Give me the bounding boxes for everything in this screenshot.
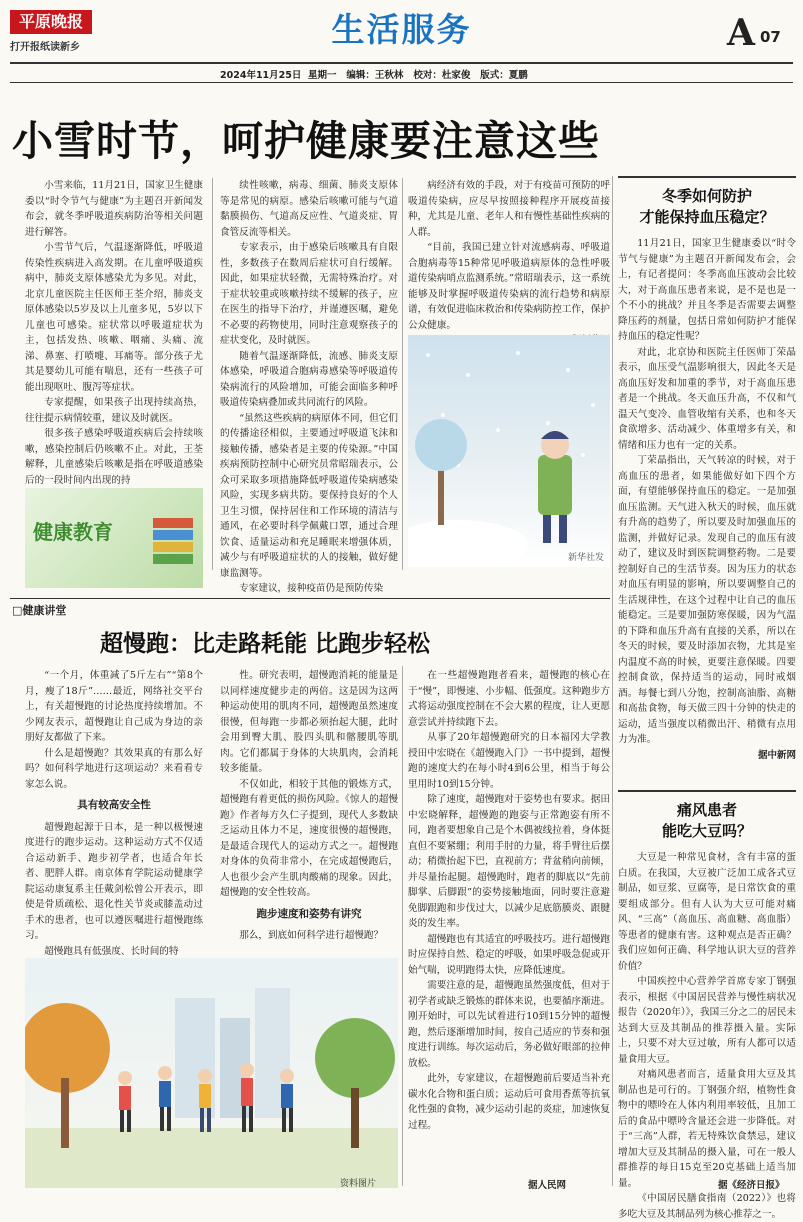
paragraph: 小雪节气后，气温逐渐降低，呼吸道传染性疾病进入高发期。在儿童呼吸道疾病中，肺炎支原体感染尤为多见。对此，北京儿童医院主任医师王荃介绍，肺炎支原体感染以5岁及以上儿童多见，5岁以下儿童也可感染。症状常以呼吸道症状为主，包括发热、咳嗽、咽痛、头痛、流涕、鼻塞、打喷嚏、耳痛等。部分孩子尤其是婴幼儿可能有喘息，还有一些孩子可能出现呕吐、腹泻等症状。 [25, 242, 203, 393]
paragraph: 不仅如此，相较于其他的锻炼方式，超慢跑有着更低的损伤风险。《惊人的超慢跑》作者每方久仁子提到，现代人多数缺乏运动且体力不足，速度很慢的超慢跑，是最适合现代人的运动方式之一。超慢跑对身体的负荷非常小，在完成超慢跑后，人也很少会产生肌肉酸痛的现象。因此，超慢跑的安全性较高。 [220, 778, 398, 898]
runners-svg [25, 958, 398, 1188]
books-graphic [153, 518, 193, 578]
paragraph: 病经济有效的手段，对于有疫苗可预防的呼吸道传染病，应尽早按照接种程序开展疫苗接种，尤其是儿童、老年人和有慢性基础性疾病的人群。 [408, 180, 610, 238]
paragraph: 11月21日，国家卫生健康委以“时令节气与健康”为主题召开新闻发布会，会上，有记者提问：冬季高血压波动会比较大，对于高血压患者来说，是不是也是一个不小的挑战？并且冬季是否需要去调整降压药的剂量，包括日常如何防护才能保持血压的稳定性呢？ [618, 238, 796, 342]
paragraph: 超慢跑具有低强度、长时间的特 [44, 945, 179, 957]
paragraph: 超慢跑也有其适宜的呼吸技巧。进行超慢跑时应保持自然、稳定的呼吸，如果呼吸急促或开始气喘，说明跑得太快，应降低速度。 [408, 933, 610, 976]
paragraph: 对此，北京协和医院主任医师丁荣晶表示，血压受气温影响很大，因此冬天是高血压好发和加重的季节，对于高血压患者是一个挑战。冬天血压升高，不仅和气温天气变冷、血管收缩有关系，也和冬天食欲增多、活动减少、体重增多有关，和情绪和压力也有一定的关系。 [618, 346, 796, 451]
paragraph: 中国疾控中心营养学首席专家丁钢强表示，根据《中国居民营养与慢性病状况报告（2020年）》，我国三分之二的居民未达到大豆及其制品的推荐摄入量。实际上，只要不对大豆过敏，所有人都可以适量食用大豆。 [618, 976, 796, 1065]
article1-column2 [220, 178, 398, 597]
sidebar2-source: 据《经济日报》 [718, 1180, 785, 1191]
paragraph: 丁荣晶指出，天气转凉的时候，对于高血压的患者，如果能做好如下四个方面，有望能够保持血压的稳定。一是加强血压监测。天气进入秋天的时候，血压就有升高的趋势了，所以要及时加强血压的监测，并做好记录。发现自己的血压有波动了，建议及时到医院调整药物。二是要控制好自己的生活节奏。因为压力的状态对血压有明显的影响，所以要调整自己的生活规律性，在这个过程中让自己的血压能稳定。三是要加强防寒保暖，因为气温的下降和血压升高有直接的关系，所以在冬天的时候，要及时添加衣物，尤其是室内温度不高的时候，更要注意保暖。四要控制食欲，保持适当的运动，同时戒烟酒。每餐七到八分饱，控制高油脂、高糖和高盐食物，每天做三四十分钟的快走的运动，适当强度以稍微出汗、稍微有点用力为准。 [618, 455, 796, 745]
paragraph: 大豆是一种常见食材，含有丰富的蛋白质。在我国，大豆被广泛加工成各式豆制品，如豆浆、豆腐等，是日常饮食的重要组成部分。但有人认为大豆可能对痛风、“三高”（高血压、高血糖、高血脂）等患者的健康有害。这种观点是否正确？我们应如何正确、科学地认识大豆的营养价值？ [618, 852, 796, 972]
subheading: 具有较高安全性 [77, 799, 151, 811]
article1-column1 [25, 178, 203, 488]
article1-headline: 小雪时节，呵护健康要注意这些 [12, 117, 600, 165]
section-rule [10, 598, 610, 599]
sidebar-top-rule [618, 176, 796, 178]
paragraph: 那么，到底如何科学进行超慢跑？ [239, 930, 384, 941]
running-illustration [25, 958, 398, 1188]
source-line [618, 748, 796, 764]
slogan: 打开报纸读新乡 [10, 42, 80, 53]
sidebar2-body [618, 850, 796, 1222]
paragraph: 专家提醒，如果孩子出现持续高热，往往提示病情较重，建议及时就医。 [25, 397, 203, 424]
health-education-text: 健康教育 [33, 520, 113, 544]
column-divider [212, 178, 213, 570]
paragraph: “虽然这些疾病的病原体不同，但它们的传播途径相似，主要通过呼吸道飞沫和接触传播，感染者是主要的传染源。”中国疾病预防控制中心研究员常昭瑞表示，公众可采取多项措施降低呼吸道传染病感染风险，实现多病共防。要保持良好的个人卫生习惯，保持居住和工作环境的清洁与通风，在必要时科学佩戴口罩，通过合理饮食、适量运动和充足睡眠来增强体质，减少与有呼吸道症状的人的接触，做好健康监测等。 [220, 412, 398, 579]
paragraph: 随着气温逐渐降低，流感、肺炎支原体感染，呼吸道合胞病毒感染等呼吸道传染病流行的风险增加，可能会面临多种呼吸道传染病叠加或共同流行的风险。 [220, 350, 398, 408]
paragraph: 很多孩子感染呼吸道疾病后会持续咳嗽，感染控制后仍咳嗽不止。对此，王荃解释，儿童感染后咳嗽是指在呼吸道感染后的一段时间内出现的持 [25, 428, 203, 486]
paragraph: 从事了20年超慢跑研究的日本福冈大学教授田中宏晓在《超慢跑入门》一书中提到，超慢跑的速度大约在每小时4到6公里，相当于每公里用时10到15分钟。 [408, 732, 610, 790]
paragraph: 《中国居民膳食指南（2022）》也将多吃大豆及其制品列为核心推荐之一。 [618, 1193, 796, 1220]
section-title: 生活服务 [331, 10, 472, 49]
paragraph: 超慢跑起源于日本，是一种以极慢速度进行的跑步运动。这种运动方式不仅适合运动新手、跑步初学者，也适合年长者、肥胖人群。南京体育学院运动健康学院运动康复系主任戴剑松曾公开表示，即使是骨质疏松、退化性关节炎或膝盖动过手术的患者，也可以遵医嘱进行超慢跑练习。 [25, 821, 203, 941]
paragraph: 性。研究表明，超慢跑消耗的能量是以同样速度健步走的两倍。这是因为这两种运动使用的肌肉不同，超慢跑虽然速度很慢，但每跑一步都必须抬起大腿，此时会用到臀大肌、股四头肌和髂腰肌等肌肉。它们都属于身体的大块肌肉，会消耗较多能量。 [220, 670, 398, 774]
snow-illustration [408, 335, 610, 567]
image-credit: 新华社发 [567, 553, 604, 563]
sidebar1-title-line1: 冬季如何防护 [661, 187, 752, 205]
paragraph: 此外，专家建议，在超慢跑前后要适当补充碳水化合物和蛋白质；运动后可食用香蕉等抗氧化性强的食物，减少运动引起的炎症，加速恢复过程。 [408, 1073, 610, 1131]
article2-image-caption: 资料图片 [340, 1179, 377, 1189]
page-letter: A [727, 12, 755, 54]
newspaper-logo [10, 10, 92, 34]
column-divider [402, 178, 403, 570]
paragraph: 小雪来临，11月21日，国家卫生健康委以“时令节气与健康”为主题召开新闻发布会，就冬季呼吸道疾病防治等相关问题进行解答。 [25, 180, 203, 238]
sidebar2-top-rule [618, 790, 796, 792]
source: 据中新网 [757, 749, 796, 761]
column-divider [402, 666, 403, 1186]
article2-source: 据人民网 [528, 1180, 567, 1191]
article2-column1 [25, 668, 203, 959]
paragraph: “一个月，体重减了5斤左右”“第8个月，瘦了18斤”……最近，网络社交平台上，有关超慢跑的讨论热度持续增加。不少网友表示，超慢跑让自己成为身边的亲朋好友都做了下来。 [25, 670, 203, 743]
paragraph: 需要注意的是，超慢跑虽然强度低，但对于初学者或缺乏锻炼的群体来说，也要循序渐进。刚开始时，可以先试着进行10到15分钟的超慢跑，然后逐渐增加时间，按自己适应的节奏和强度进行训练。每次运动后，务必做好眼部的拉伸放松。 [408, 980, 610, 1069]
paragraph: 续性咳嗽，病毒、细菌、肺炎支原体等是常见的病原。感染后咳嗽可能与气道黏膜损伤、气道高反应性、气道炎症、胃食管反流等相关。 [220, 180, 398, 238]
dateline-rule [10, 82, 793, 83]
sidebar2-title-line1: 痛风患者 [676, 801, 737, 819]
paragraph: 除了速度，超慢跑对于姿势也有要求。据田中宏晓解释，超慢跑的跑姿与正常跑姿有所不同，跑者要想象自己是个木偶被线拉着，身体挺直但不要紧绷；利用手肘的力量，将手臂往后摆动；稍微抬起下巴，直视前方；背盆稍向前倾，并尽量抬起腿。超慢跑时，跑者的脚底以“先前脚掌、后脚跟”的姿势接触地面，同时要注意避免脚跟跑和步伐过大，以减少足底筋膜炎、跟腱炎的发生率。 [408, 794, 610, 929]
column-label: □健康讲堂 [12, 604, 67, 617]
sidebar2-title-line2: 能吃大豆吗？ [661, 822, 752, 840]
subheading: 跑步速度和姿势有讲究 [256, 907, 362, 920]
paragraph: 对痛风患者而言，适量食用大豆及其制品也是可行的。丁钢强介绍，植物性食物中的嘌呤在人体内利用率较低，且加工后的食品中嘌呤含量还会进一步降低。对于“三高”人群，若无特殊饮食禁忌，建议增加大豆及其制品的摄入量，可在一般人群推荐的每日15克至20克基础上适当加量。 [618, 1069, 796, 1189]
paragraph: 什么是超慢跑？其效果真的有那么好吗？如何科学地进行这项运动？来看看专家怎么说。 [25, 747, 203, 790]
sidebar-blood-pressure [618, 186, 796, 763]
article2-headline: 超慢跑：比走路耗能 比跑步轻松 [100, 631, 431, 657]
sidebar-gout-soy [618, 800, 796, 1222]
paragraph: “目前，我国已建立针对流感病毒、呼吸道合胞病毒等15种常见呼吸道病原体的急性呼吸道传染病哨点监测系统。”常昭瑞表示，这一系统能够及时掌握呼吸道传染病的流行趋势和病原谱，有效促进临床救治和传染病防控工作，保护公众健康。 [408, 242, 610, 331]
masthead-rule [10, 62, 793, 64]
logo-text: 平原晚报 [18, 12, 83, 31]
sidebar-divider [612, 176, 613, 1186]
sidebar1-title-line2: 才能保持血压稳定？ [639, 208, 775, 226]
article2-column2 [220, 668, 398, 944]
sidebar1-body [618, 236, 796, 763]
dateline: 2024年11月25日 星期一 编辑：王秋林 校对：杜家俊 版式：夏鹏 [220, 70, 528, 81]
paragraph: 在一些超慢跑跑者看来，超慢跑的核心在于“慢”，即慢速、小步幅、低强度。这种跑步方式将运动强度控制在不会大累的程度，让人更愿意尝试并持续跑下去。 [408, 670, 610, 728]
masthead [0, 0, 803, 81]
article2-column3 [408, 668, 610, 1133]
page-number: 07 [760, 28, 781, 46]
article1-column3 [408, 178, 610, 349]
health-education-image [25, 488, 203, 588]
paragraph: 专家表示，由于感染后咳嗽具有自限性，多数孩子在数周后症状可自行缓解。因此，如果症状轻微，无需特殊治疗。对于症状较重或咳嗽持续不缓解的孩子，应在医生的指导下治疗，并谨遵医嘱，避免不必要的药物使用，同时注意观察孩子的症状变化，及时就医。 [220, 242, 398, 346]
snow-scene-svg [408, 335, 610, 567]
paragraph: 专家建议，接种疫苗仍是预防传染 [239, 583, 384, 594]
